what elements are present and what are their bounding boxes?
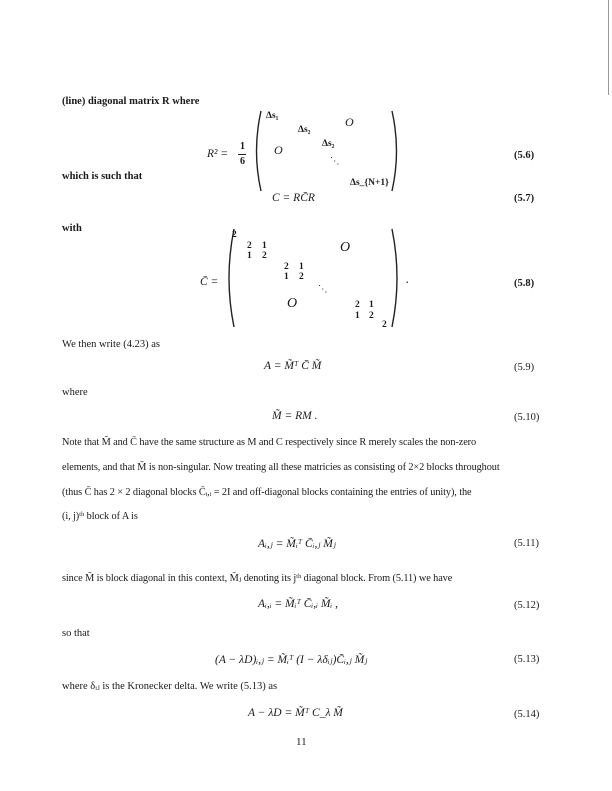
matrix-cell: 2 [299, 272, 304, 282]
left-paren [224, 228, 236, 328]
text-we-then: We then write (4.23) as [62, 339, 160, 350]
text-with: with [62, 223, 82, 234]
matrix-cell: 2 [382, 320, 387, 330]
diagonal-dots: ⋱ [318, 285, 328, 295]
matrix-cell: 1 [355, 311, 360, 321]
page-number: 11 [296, 736, 307, 748]
intro-text: (line) diagonal matrix R where [62, 96, 200, 107]
right-paren [390, 228, 402, 328]
eq58-lhs: C̄ = [200, 276, 219, 288]
text-so-that: so that [62, 628, 90, 639]
matrix-cell: Δs_{N+1} [350, 178, 389, 188]
zero-block: O [345, 115, 354, 129]
equation-number: (5.7) [514, 193, 535, 204]
matrix-cell: 2 [247, 241, 252, 251]
paragraph-line: (i, j)ᵗʰ block of A is [62, 511, 138, 522]
matrix-cell: 2 [369, 311, 374, 321]
matrix-cell: 2 [284, 262, 289, 272]
equation-5-9: A = M̃ᵀ C̄ M̃ [264, 360, 322, 372]
paragraph-line: Note that M̃ and C̄ have the same structure as M and C respectively since R merely scales the non-zero [62, 437, 477, 448]
equation-number: (5.10) [514, 412, 540, 423]
paragraph-line: (thus C̄ has 2 × 2 diagonal blocks C̄ᵢ,ᵢ = 2I and off-diagonal blocks containing the entries of unity), the [62, 487, 472, 498]
matrix-cell: Δs₂ [322, 139, 335, 149]
text-where-delta: where δᵢⱼ is the Kronecker delta. We write (5.13) as [62, 681, 278, 692]
equation-5-10: M̃ = RM . [272, 410, 318, 422]
text-which: which is such that [62, 171, 143, 182]
right-paren [390, 110, 402, 192]
equation-number: (5.13) [514, 654, 540, 665]
matrix-cell: 1 [299, 262, 304, 272]
equation-5-7: C = RC̄R [272, 192, 315, 204]
equation-number: (5.11) [514, 538, 539, 549]
left-paren [251, 110, 263, 192]
matrix-cell: 1 [369, 300, 374, 310]
matrix-cell: Δs₂ [298, 125, 311, 135]
zero-block: O [340, 240, 351, 255]
matrix-cell: 1 [284, 272, 289, 282]
equation-number: (5.12) [514, 600, 540, 611]
matrix-cell: Δs₁ [266, 111, 279, 121]
paragraph-line: elements, and that M̃ is non-singular. Now treating all these matricies as consisting of 2×2 blocks throughout [62, 462, 500, 473]
text-since: since M̃ is block diagonal in this context, M̃ⱼ denoting its jᵗʰ diagonal block. From (5.11) we have [62, 573, 453, 584]
equation-number: (5.9) [514, 362, 535, 373]
matrix-cell: 2 [355, 300, 360, 310]
matrix-cell: 2 [262, 251, 267, 261]
scan-edge [608, 0, 609, 95]
equation-5-13: (A − λD)ᵢ,ⱼ = M̃ᵢᵀ (I − λδᵢⱼ)C̄ᵢ,ⱼ M̃ⱼ [215, 654, 368, 666]
equation-number: (5.6) [514, 150, 535, 161]
eq56-frac-den: 6 [240, 156, 245, 167]
equation-5-12: Aᵢ,ᵢ = M̃ᵢᵀ C̄ᵢ,ᵢ M̃ᵢ , [258, 598, 338, 610]
matrix-cell: 2 [232, 230, 237, 240]
equation-number: (5.8) [514, 278, 535, 289]
equation-5-11: Aᵢ,ⱼ = M̃ᵢᵀ C̄ᵢ,ⱼ M̃ⱼ [258, 538, 336, 550]
eq56-frac-num: 1 [240, 141, 245, 152]
eq56-lhs: R² = [207, 148, 229, 160]
diagonal-dots: ⋱ [330, 157, 340, 167]
matrix-cell: 1 [262, 241, 267, 251]
equation-5-14: A − λD = M̃ᵀ C_λ M̃ [248, 707, 343, 719]
zero-block: O [287, 296, 298, 311]
equation-number: (5.14) [514, 709, 540, 720]
matrix-cell: 1 [247, 251, 252, 261]
zero-block: O [274, 143, 283, 157]
trailing-period: . [406, 276, 409, 286]
text-where: where [62, 387, 88, 398]
frac-bar [238, 154, 246, 155]
